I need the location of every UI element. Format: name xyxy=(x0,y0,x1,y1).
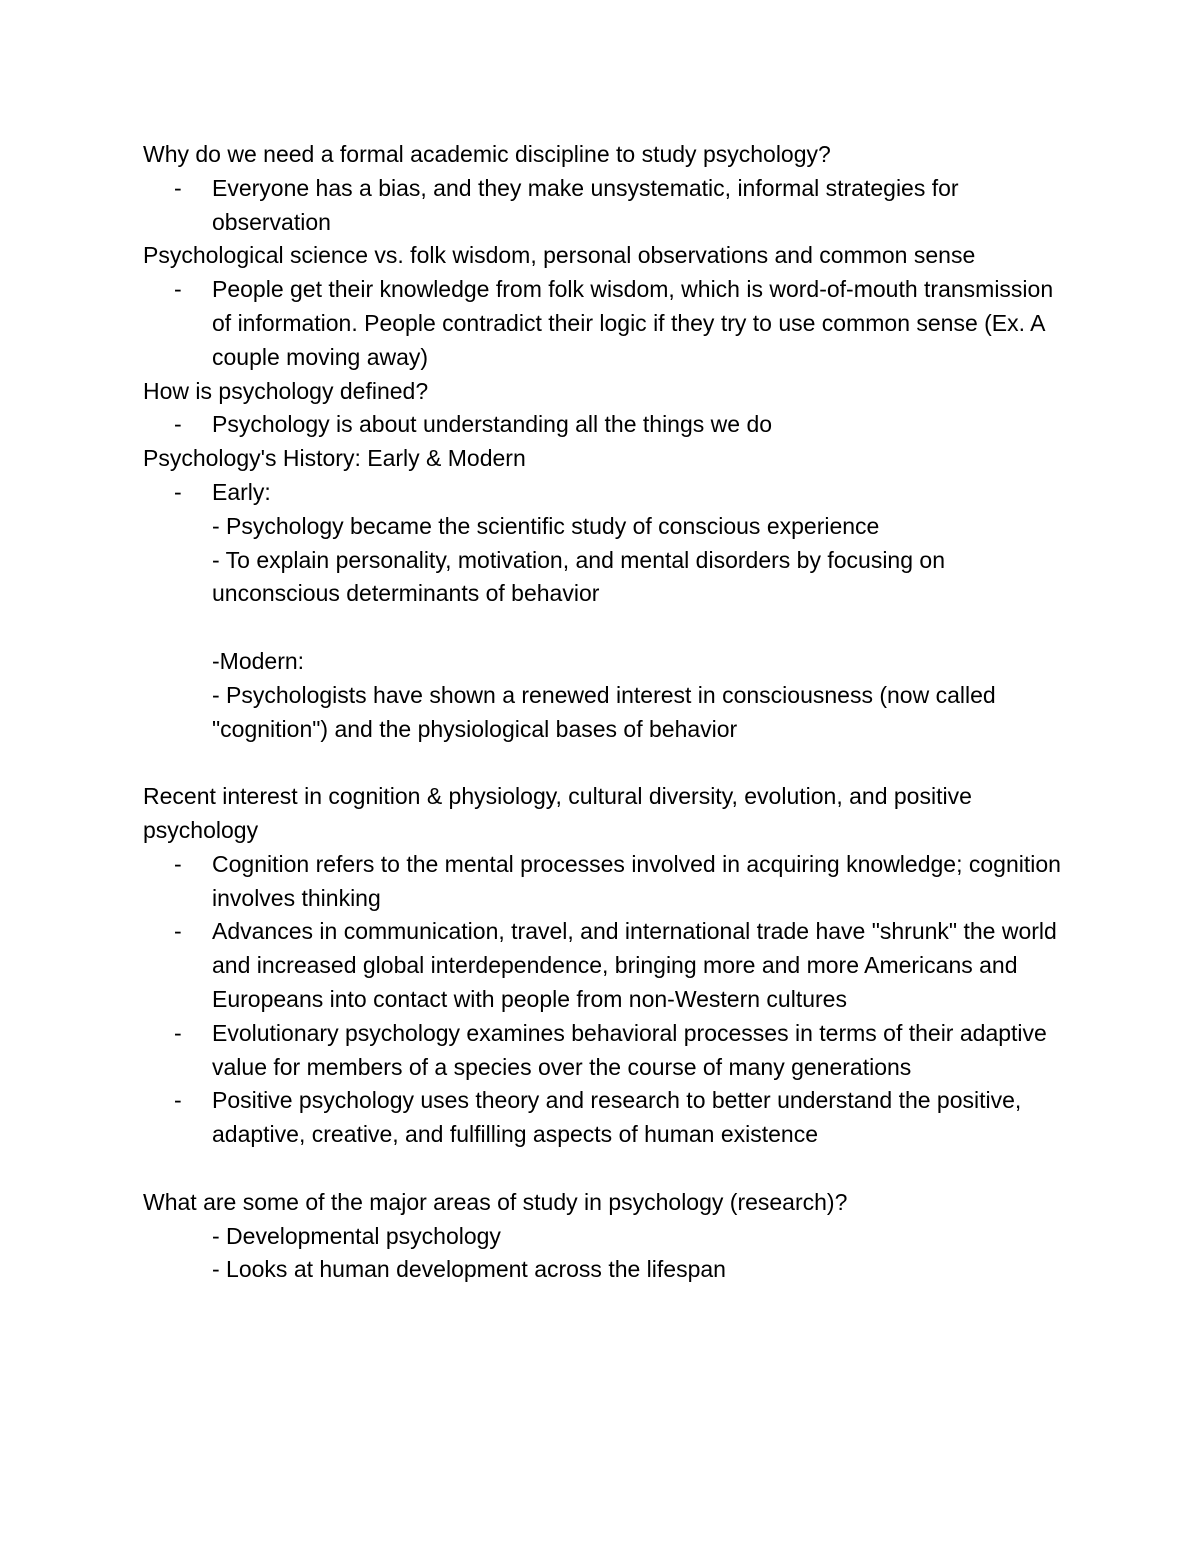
bullet-marker: - xyxy=(174,1087,182,1114)
bullet-text: Positive psychology uses theory and research to better understand the positive, adaptive, creative, and fulfilling aspects of human existence xyxy=(212,1087,1022,1148)
heading-major-areas: What are some of the major areas of study in psychology (research)? xyxy=(143,1188,848,1215)
bullet-item xyxy=(143,1017,1063,1085)
bullet-marker: - xyxy=(174,276,182,303)
blank-line xyxy=(143,1152,1063,1186)
sub-item: - Developmental psychology xyxy=(212,1222,501,1249)
sub-item: - Psychologists have shown a renewed interest in consciousness (now called "cognition") and the physiological bases of behavior xyxy=(212,681,996,742)
heading-recent-interest: Recent interest in cognition & physiology, cultural diversity, evolution, and positive psychology xyxy=(143,783,972,843)
sub-item-modern: -Modern: xyxy=(212,647,305,674)
document-body xyxy=(143,138,1063,1287)
bullet-text: Early: xyxy=(212,478,271,505)
bullet-text: Cognition refers to the mental processes involved in acquiring knowledge; cognition involves thinking xyxy=(212,850,1061,911)
bullet-text: Everyone has a bias, and they make unsystematic, informal strategies for observation xyxy=(212,174,959,235)
blank-line xyxy=(143,611,1063,645)
bullet-marker: - xyxy=(174,850,182,877)
heading-formal-discipline: Why do we need a formal academic discipline to study psychology? xyxy=(143,141,831,167)
bullet-item xyxy=(143,848,1063,916)
bullet-text: Psychology is about understanding all the things we do xyxy=(212,411,773,438)
heading-psychology-defined: How is psychology defined? xyxy=(143,377,429,404)
bullet-item xyxy=(143,476,1063,510)
heading-history: Psychology's History: Early & Modern xyxy=(143,445,526,472)
bullet-marker: - xyxy=(174,478,182,505)
bullet-item xyxy=(143,408,1063,442)
bullet-item xyxy=(143,172,1063,240)
bullet-item xyxy=(143,1084,1063,1152)
bullet-text: Evolutionary psychology examines behavioral processes in terms of their adaptive value for members of a species over the course of many generations xyxy=(212,1019,1047,1080)
sub-item: - To explain personality, motivation, and mental disorders by focusing on unconscious determinants of behavior xyxy=(212,546,945,607)
bullet-marker: - xyxy=(174,918,182,945)
bullet-marker: - xyxy=(174,1019,182,1046)
bullet-marker: - xyxy=(174,174,182,201)
bullet-text: Advances in communication, travel, and international trade have "shrunk" the world and increased global interdependence, bringing more and more Americans and Europeans into contact with people from non-Western cultures xyxy=(212,918,1057,1012)
bullet-text: People get their knowledge from folk wisdom, which is word-of-mouth transmission of information. People contradict their logic if they try to use common sense (Ex. A couple moving away) xyxy=(212,276,1054,370)
blank-line xyxy=(143,746,1063,780)
sub-item: - Looks at human development across the lifespan xyxy=(212,1256,726,1283)
heading-science-vs-folk-wisdom: Psychological science vs. folk wisdom, personal observations and common sense xyxy=(143,242,976,269)
bullet-item xyxy=(143,273,1063,374)
bullet-marker: - xyxy=(174,411,182,438)
bullet-item xyxy=(143,915,1063,1016)
sub-item: - Psychology became the scientific study of conscious experience xyxy=(212,512,880,539)
